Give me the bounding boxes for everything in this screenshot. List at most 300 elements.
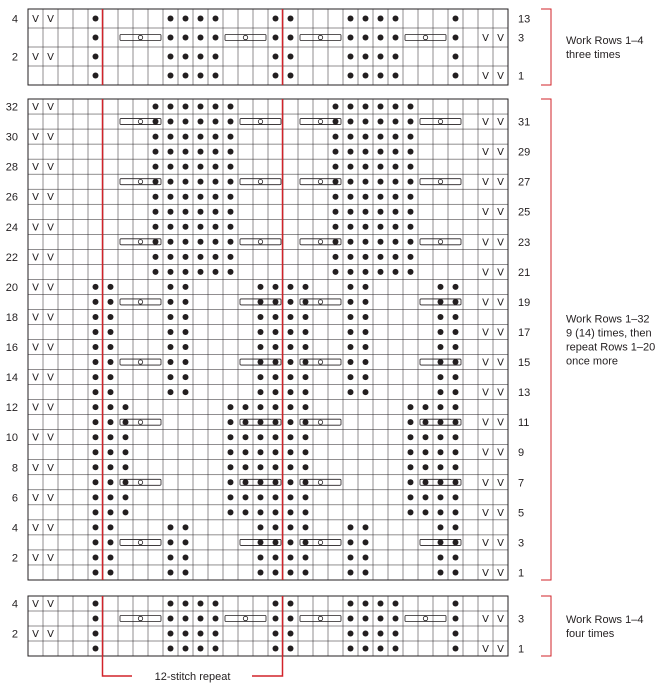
purl-dot: [243, 404, 249, 410]
purl-dot: [453, 299, 459, 305]
purl-dot: [228, 119, 234, 125]
purl-dot: [183, 104, 189, 110]
purl-dot: [288, 35, 294, 41]
purl-dot: [168, 554, 174, 560]
purl-dot: [333, 194, 339, 200]
purl-dot: [258, 554, 264, 560]
purl-dot: [273, 54, 279, 60]
slip-stitch-mark: V: [497, 537, 504, 549]
row-number-right: 1: [518, 567, 525, 580]
purl-dot: [438, 524, 444, 530]
purl-dot: [303, 314, 309, 320]
purl-dot: [198, 269, 204, 275]
purl-dot: [183, 554, 189, 560]
purl-dot: [273, 284, 279, 290]
purl-dot: [453, 419, 459, 425]
purl-dot: [213, 149, 219, 155]
purl-dot: [348, 329, 354, 335]
purl-dot: [333, 254, 339, 260]
purl-dot: [168, 54, 174, 60]
purl-dot: [288, 464, 294, 470]
purl-dot: [273, 494, 279, 500]
purl-dot: [108, 359, 114, 365]
slip-stitch-mark: V: [482, 177, 489, 189]
purl-dot: [93, 284, 99, 290]
purl-dot: [273, 329, 279, 335]
purl-dot: [423, 494, 429, 500]
purl-dot: [213, 134, 219, 140]
purl-dot: [153, 134, 159, 140]
purl-dot: [258, 329, 264, 335]
purl-dot: [393, 54, 399, 60]
purl-dot: [348, 299, 354, 305]
purl-dot: [108, 419, 114, 425]
purl-dot: [258, 404, 264, 410]
row-number-right: 5: [518, 507, 525, 520]
purl-dot: [93, 616, 99, 622]
purl-dot: [453, 374, 459, 380]
slip-stitch-mark: V: [482, 387, 489, 399]
purl-dot: [288, 569, 294, 575]
purl-dot: [168, 569, 174, 575]
purl-dot: [303, 419, 309, 425]
purl-dot: [438, 554, 444, 560]
slip-stitch-mark: V: [482, 614, 489, 625]
purl-dot: [153, 149, 159, 155]
slip-stitch-mark: V: [47, 462, 54, 474]
purl-dot: [333, 134, 339, 140]
purl-dot: [378, 149, 384, 155]
purl-dot: [363, 269, 369, 275]
purl-dot: [213, 601, 219, 607]
purl-dot: [363, 314, 369, 320]
purl-dot: [273, 554, 279, 560]
purl-dot: [348, 524, 354, 530]
row-number-right: 13: [518, 13, 531, 26]
slip-stitch-mark: V: [497, 117, 504, 129]
purl-dot: [348, 284, 354, 290]
row-number-right: 29: [518, 146, 531, 159]
purl-dot: [363, 239, 369, 245]
purl-dot: [228, 164, 234, 170]
purl-dot: [273, 631, 279, 637]
purl-dot: [123, 509, 129, 515]
purl-dot: [453, 434, 459, 440]
row-number-right: 27: [518, 176, 531, 189]
purl-dot: [168, 344, 174, 350]
purl-dot: [213, 73, 219, 79]
purl-dot: [123, 419, 129, 425]
slip-stitch-mark: V: [482, 147, 489, 159]
purl-dot: [438, 284, 444, 290]
purl-dot: [168, 16, 174, 22]
purl-dot: [228, 509, 234, 515]
purl-dot: [198, 631, 204, 637]
purl-dot: [213, 54, 219, 60]
purl-dot: [288, 389, 294, 395]
row-number-right: 1: [518, 70, 525, 83]
slip-stitch-mark: V: [32, 402, 39, 414]
purl-dot: [408, 449, 414, 455]
purl-dot: [303, 329, 309, 335]
purl-dot: [288, 284, 294, 290]
purl-dot: [453, 54, 459, 60]
purl-dot: [378, 164, 384, 170]
slip-stitch-mark: V: [482, 567, 489, 579]
purl-dot: [438, 509, 444, 515]
purl-dot: [228, 149, 234, 155]
purl-dot: [108, 554, 114, 560]
purl-dot: [93, 434, 99, 440]
purl-dot: [93, 479, 99, 485]
purl-dot: [303, 464, 309, 470]
purl-dot: [108, 479, 114, 485]
purl-dot: [213, 254, 219, 260]
purl-dot: [243, 464, 249, 470]
purl-dot: [408, 224, 414, 230]
purl-dot: [393, 149, 399, 155]
purl-dot: [438, 569, 444, 575]
purl-dot: [453, 35, 459, 41]
purl-dot: [408, 209, 414, 215]
purl-dot: [183, 16, 189, 22]
purl-dot: [213, 104, 219, 110]
purl-dot: [108, 509, 114, 515]
purl-dot: [198, 134, 204, 140]
slip-stitch-mark: V: [497, 357, 504, 369]
purl-dot: [183, 284, 189, 290]
slip-stitch-mark: V: [47, 552, 54, 564]
purl-dot: [303, 494, 309, 500]
purl-dot: [423, 479, 429, 485]
purl-dot: [183, 149, 189, 155]
purl-dot: [363, 389, 369, 395]
purl-dot: [363, 134, 369, 140]
slip-stitch-mark: V: [32, 432, 39, 444]
purl-dot: [168, 194, 174, 200]
purl-dot: [273, 434, 279, 440]
purl-dot: [288, 479, 294, 485]
slip-stitch-mark: V: [32, 252, 39, 264]
slip-stitch-mark: V: [497, 387, 504, 399]
purl-dot: [93, 314, 99, 320]
purl-dot: [228, 449, 234, 455]
purl-dot: [348, 539, 354, 545]
purl-dot: [393, 601, 399, 607]
slip-stitch-mark: V: [47, 52, 54, 63]
purl-dot: [303, 389, 309, 395]
purl-dot: [198, 601, 204, 607]
slip-stitch-mark: V: [482, 477, 489, 489]
purl-dot: [108, 344, 114, 350]
slip-stitch-mark: V: [32, 522, 39, 534]
purl-dot: [453, 524, 459, 530]
row-number-right: 11: [518, 417, 530, 430]
purl-dot: [258, 449, 264, 455]
purl-dot: [393, 616, 399, 622]
purl-dot: [198, 209, 204, 215]
purl-dot: [213, 646, 219, 652]
purl-dot: [123, 449, 129, 455]
row-number-right: 3: [518, 613, 525, 626]
row-number-left: 20: [5, 281, 18, 294]
purl-dot: [93, 73, 99, 79]
row-number-right: 15: [518, 357, 531, 370]
slip-stitch-mark: V: [497, 644, 504, 655]
purl-dot: [228, 494, 234, 500]
purl-dot: [228, 254, 234, 260]
purl-dot: [93, 569, 99, 575]
slip-stitch-mark: V: [482, 507, 489, 519]
purl-dot: [183, 209, 189, 215]
purl-dot: [243, 419, 249, 425]
purl-dot: [333, 209, 339, 215]
purl-dot: [348, 16, 354, 22]
purl-dot: [378, 73, 384, 79]
purl-dot: [408, 179, 414, 185]
purl-dot: [348, 73, 354, 79]
row-number-right: 9: [518, 447, 525, 460]
purl-dot: [363, 631, 369, 637]
purl-dot: [303, 479, 309, 485]
slip-stitch-mark: V: [482, 33, 489, 44]
purl-dot: [408, 104, 414, 110]
slip-stitch-mark: V: [482, 237, 489, 249]
purl-dot: [123, 479, 129, 485]
purl-dot: [363, 616, 369, 622]
purl-dot: [408, 464, 414, 470]
purl-dot: [423, 509, 429, 515]
purl-dot: [168, 601, 174, 607]
purl-dot: [243, 479, 249, 485]
purl-dot: [168, 284, 174, 290]
purl-dot: [273, 344, 279, 350]
purl-dot: [243, 449, 249, 455]
row-number-left: 4: [11, 522, 18, 535]
purl-dot: [153, 254, 159, 260]
purl-dot: [363, 164, 369, 170]
purl-dot: [303, 434, 309, 440]
purl-dot: [408, 494, 414, 500]
purl-dot: [93, 646, 99, 652]
purl-dot: [408, 134, 414, 140]
purl-dot: [453, 646, 459, 652]
purl-dot: [378, 631, 384, 637]
row-number-left: 4: [11, 13, 18, 26]
purl-dot: [378, 601, 384, 607]
slip-stitch-mark: V: [497, 447, 504, 459]
purl-dot: [423, 464, 429, 470]
purl-dot: [378, 269, 384, 275]
purl-dot: [393, 209, 399, 215]
purl-dot: [198, 254, 204, 260]
purl-dot: [303, 344, 309, 350]
purl-dot: [273, 479, 279, 485]
row-number-left: 24: [5, 221, 18, 234]
purl-dot: [348, 601, 354, 607]
purl-dot: [453, 449, 459, 455]
purl-dot: [108, 284, 114, 290]
purl-dot: [198, 35, 204, 41]
purl-dot: [123, 434, 129, 440]
purl-dot: [108, 539, 114, 545]
purl-dot: [168, 299, 174, 305]
purl-dot: [153, 179, 159, 185]
purl-dot: [453, 554, 459, 560]
purl-dot: [348, 149, 354, 155]
slip-stitch-mark: V: [482, 357, 489, 369]
row-number-right: 13: [518, 387, 531, 400]
row-number-right: 23: [518, 236, 531, 249]
purl-dot: [378, 54, 384, 60]
purl-dot: [228, 464, 234, 470]
purl-dot: [153, 164, 159, 170]
purl-dot: [333, 179, 339, 185]
slip-stitch-mark: V: [32, 372, 39, 384]
purl-dot: [378, 119, 384, 125]
purl-dot: [213, 179, 219, 185]
purl-dot: [183, 164, 189, 170]
purl-dot: [393, 239, 399, 245]
purl-dot: [258, 524, 264, 530]
block-note-line: 9 (14) times, then: [566, 327, 652, 340]
purl-dot: [438, 314, 444, 320]
purl-dot: [453, 344, 459, 350]
purl-dot: [258, 314, 264, 320]
slip-stitch-mark: V: [482, 267, 489, 279]
slip-stitch-mark: V: [47, 522, 54, 534]
slip-stitch-mark: V: [497, 33, 504, 44]
purl-dot: [393, 194, 399, 200]
slip-stitch-mark: V: [32, 492, 39, 504]
purl-dot: [288, 344, 294, 350]
purl-dot: [408, 269, 414, 275]
purl-dot: [228, 194, 234, 200]
purl-dot: [123, 464, 129, 470]
purl-dot: [243, 494, 249, 500]
purl-dot: [93, 389, 99, 395]
purl-dot: [273, 359, 279, 365]
purl-dot: [228, 224, 234, 230]
purl-dot: [168, 164, 174, 170]
purl-dot: [348, 179, 354, 185]
purl-dot: [393, 254, 399, 260]
purl-dot: [363, 329, 369, 335]
slip-stitch-mark: V: [47, 132, 54, 144]
purl-dot: [393, 73, 399, 79]
slip-stitch-mark: V: [47, 222, 54, 234]
slip-stitch-mark: V: [482, 447, 489, 459]
purl-dot: [93, 601, 99, 607]
slip-stitch-mark: V: [47, 599, 54, 610]
purl-dot: [303, 374, 309, 380]
purl-dot: [408, 119, 414, 125]
purl-dot: [438, 434, 444, 440]
purl-dot: [378, 646, 384, 652]
slip-stitch-mark: V: [482, 207, 489, 219]
purl-dot: [108, 524, 114, 530]
purl-dot: [423, 419, 429, 425]
purl-dot: [93, 509, 99, 515]
purl-dot: [363, 646, 369, 652]
purl-dot: [108, 299, 114, 305]
slip-stitch-mark: V: [482, 327, 489, 339]
purl-dot: [363, 16, 369, 22]
purl-dot: [243, 509, 249, 515]
purl-dot: [213, 194, 219, 200]
purl-dot: [453, 464, 459, 470]
purl-dot: [393, 179, 399, 185]
purl-dot: [213, 16, 219, 22]
row-number-left: 28: [5, 161, 18, 174]
chart-block-main: [28, 99, 508, 580]
purl-dot: [213, 631, 219, 637]
purl-dot: [183, 224, 189, 230]
purl-dot: [408, 239, 414, 245]
row-number-left: 26: [5, 191, 18, 204]
purl-dot: [183, 374, 189, 380]
purl-dot: [198, 616, 204, 622]
purl-dot: [168, 104, 174, 110]
purl-dot: [393, 631, 399, 637]
purl-dot: [198, 119, 204, 125]
slip-stitch-mark: V: [47, 342, 54, 354]
purl-dot: [93, 419, 99, 425]
purl-dot: [288, 509, 294, 515]
purl-dot: [408, 194, 414, 200]
purl-dot: [438, 374, 444, 380]
purl-dot: [198, 73, 204, 79]
purl-dot: [303, 524, 309, 530]
purl-dot: [393, 16, 399, 22]
purl-dot: [303, 359, 309, 365]
purl-dot: [363, 539, 369, 545]
purl-dot: [288, 73, 294, 79]
purl-dot: [363, 35, 369, 41]
purl-dot: [288, 539, 294, 545]
purl-dot: [198, 149, 204, 155]
block-note-line: Work Rows 1–4: [566, 35, 644, 47]
purl-dot: [228, 404, 234, 410]
purl-dot: [303, 449, 309, 455]
purl-dot: [108, 449, 114, 455]
purl-dot: [393, 269, 399, 275]
purl-dot: [363, 254, 369, 260]
purl-dot: [408, 419, 414, 425]
purl-dot: [378, 35, 384, 41]
purl-dot: [288, 419, 294, 425]
purl-dot: [93, 374, 99, 380]
purl-dot: [273, 404, 279, 410]
slip-stitch-mark: V: [32, 14, 39, 25]
purl-dot: [363, 284, 369, 290]
row-number-right: 3: [518, 32, 525, 45]
purl-dot: [423, 434, 429, 440]
row-number-left: 2: [11, 552, 18, 565]
row-number-right: 21: [518, 266, 531, 279]
slip-stitch-mark: V: [32, 192, 39, 204]
row-number-left: 2: [11, 51, 18, 64]
purl-dot: [93, 344, 99, 350]
purl-dot: [183, 179, 189, 185]
purl-dot: [288, 601, 294, 607]
purl-dot: [453, 329, 459, 335]
slip-stitch-mark: V: [47, 102, 54, 114]
purl-dot: [288, 359, 294, 365]
purl-dot: [288, 631, 294, 637]
purl-dot: [153, 104, 159, 110]
slip-stitch-mark: V: [32, 552, 39, 564]
